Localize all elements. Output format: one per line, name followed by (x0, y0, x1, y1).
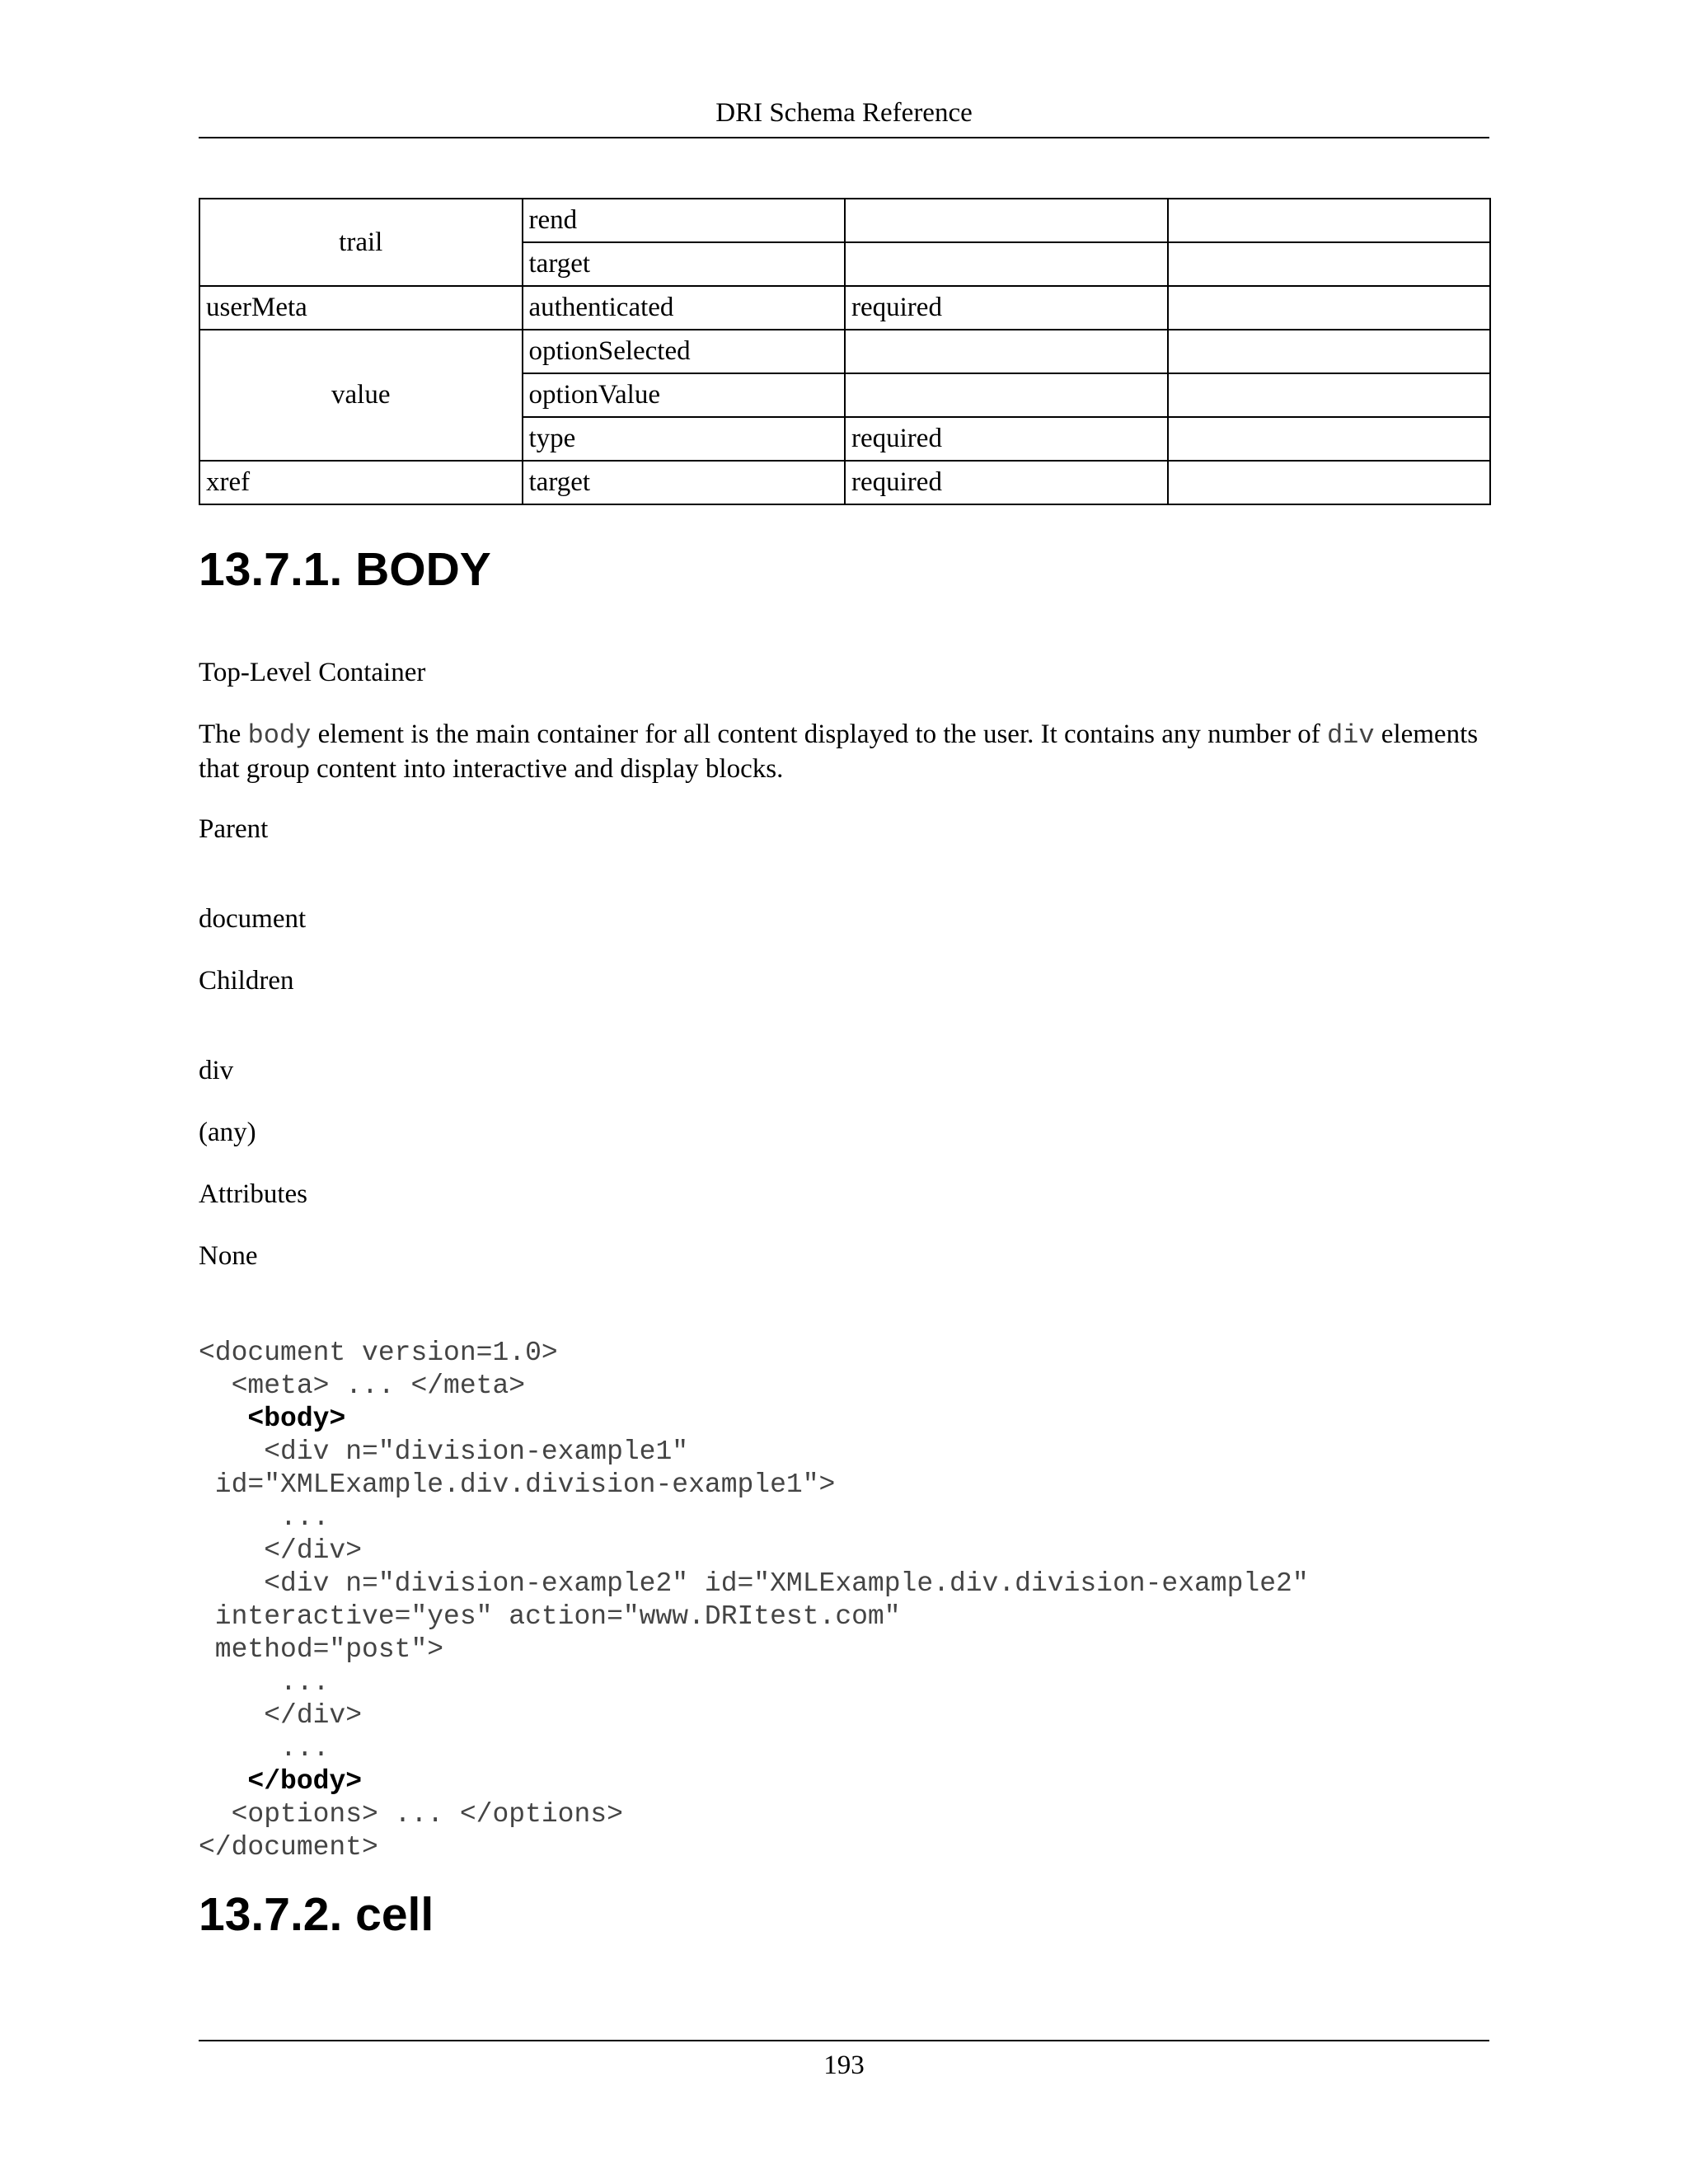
table-cell-attribute: rend (523, 199, 846, 242)
table-row (199, 286, 1490, 330)
parent-value: document (199, 904, 307, 934)
children-value-any: (any) (199, 1118, 256, 1147)
table-cell-required (845, 242, 1168, 286)
table-cell-extra (1168, 330, 1491, 373)
table-cell-element: xref (199, 461, 523, 504)
body-description: The body element is the main container for all content displayed to the user. It contains any number of div elements that group content into interactive and display blocks. (199, 719, 1479, 784)
page-number: 193 (823, 2050, 865, 2080)
table-cell-required: required (845, 461, 1168, 504)
table-row (199, 199, 1490, 242)
table-cell-attribute: optionValue (523, 373, 846, 417)
attributes-table (199, 198, 1491, 505)
table-cell-attribute: authenticated (523, 286, 846, 330)
table-row (199, 330, 1490, 373)
inline-code-div: div (1326, 720, 1375, 751)
children-value-div: div (199, 1056, 234, 1085)
table-cell-element: userMeta (199, 286, 523, 330)
table-cell-attribute: type (523, 417, 846, 461)
table-cell-element: trail (199, 199, 523, 286)
table-cell-required: required (845, 286, 1168, 330)
inline-code-body: body (247, 720, 312, 751)
running-title: DRI Schema Reference (715, 98, 973, 128)
table-cell-attribute: optionSelected (523, 330, 846, 373)
children-label: Children (199, 966, 294, 996)
table-cell-required (845, 373, 1168, 417)
table-cell-attribute: target (523, 461, 846, 504)
xml-code-example: <document version=1.0> <meta> ... </meta> <body> <div n="division-example1" id="XMLExample.div.division-example1"> ... </div> <div n="division-example2" id="XMLExample.div.division-example2" interactive="yes" action="www.DRItest.com" method="post"> ... </div> ... </body> <options> ... </options> </document> (199, 1338, 1309, 1863)
table-cell-attribute: target (523, 242, 846, 286)
table-cell-element: value (199, 330, 523, 461)
table-cell-extra (1168, 461, 1491, 504)
table-cell-extra (1168, 286, 1491, 330)
table-cell-extra (1168, 199, 1491, 242)
page-header (199, 92, 1489, 138)
section-subtitle: Top-Level Container (199, 658, 426, 687)
table-cell-extra (1168, 417, 1491, 461)
attributes-value: None (199, 1241, 258, 1271)
page-footer (199, 2040, 1489, 2086)
table-cell-required (845, 330, 1168, 373)
table-cell-required: required (845, 417, 1168, 461)
table-cell-extra (1168, 242, 1491, 286)
section-heading-cell: 13.7.2. cell (199, 1888, 434, 1941)
parent-label: Parent (199, 814, 269, 844)
section-heading-body: 13.7.1. BODY (199, 543, 491, 596)
table-cell-extra (1168, 373, 1491, 417)
attributes-label: Attributes (199, 1179, 307, 1209)
table-cell-required (845, 199, 1168, 242)
table-row (199, 461, 1490, 504)
